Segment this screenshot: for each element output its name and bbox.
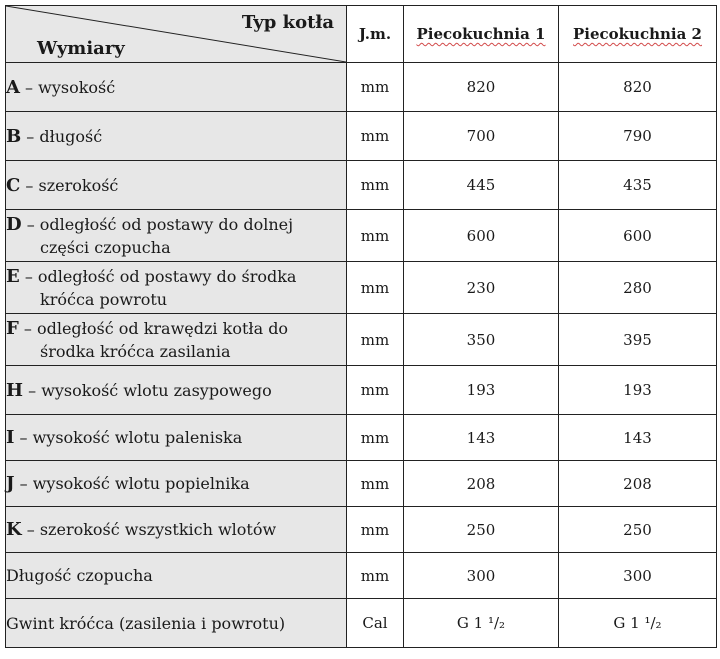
- value-cell-piecokuchnia-2: 820: [559, 63, 717, 112]
- value-cell-piecokuchnia-1: 820: [404, 63, 559, 112]
- value-cell-piecokuchnia-1: 143: [404, 415, 559, 461]
- dimension-separator: –: [21, 126, 40, 146]
- dimension-label-continued: części czopucha: [40, 237, 171, 257]
- table-row: [6, 112, 717, 161]
- table-row: [6, 262, 717, 314]
- dimension-label: odległość od krawędzi kotła do: [36, 318, 289, 338]
- value-cell-piecokuchnia-1: 600: [404, 210, 559, 262]
- boiler-dimensions-table: [5, 5, 717, 648]
- unit-cell: Cal: [347, 599, 404, 648]
- dimension-key: E: [6, 265, 20, 287]
- dimension-label: długość: [39, 126, 103, 146]
- dimension-label: Długość czopucha: [6, 566, 153, 585]
- dimension-label: szerokość wszystkich wlotów: [39, 520, 277, 539]
- table-row: [6, 553, 717, 599]
- dimension-cell: [6, 415, 347, 461]
- dimension-key: H: [6, 379, 24, 401]
- value-cell-piecokuchnia-1: 350: [404, 314, 559, 366]
- dimension-separator: –: [20, 175, 39, 195]
- column-header-label: Piecokuchnia 2: [573, 25, 702, 43]
- value-cell-piecokuchnia-1: 208: [404, 461, 559, 507]
- table-row: [6, 314, 717, 366]
- dimension-label: wysokość: [38, 77, 116, 97]
- corner-header-cell: [6, 6, 347, 63]
- dimension-cell: [6, 461, 347, 507]
- value-cell-piecokuchnia-1: 300: [404, 553, 559, 599]
- dimensions-label: Wymiary: [37, 38, 125, 59]
- dimension-label: szerokość: [38, 175, 119, 195]
- value-cell-piecokuchnia-2: 280: [559, 262, 717, 314]
- dimension-cell: [6, 507, 347, 553]
- dimension-cell: [6, 314, 347, 366]
- dimension-key: D: [6, 213, 22, 235]
- unit-cell: mm: [347, 366, 404, 415]
- column-header-label: Piecokuchnia 1: [416, 25, 546, 43]
- dimension-separator: –: [18, 318, 37, 338]
- dimension-cell: [6, 112, 347, 161]
- dimension-cell: [6, 553, 347, 599]
- dimension-separator: –: [23, 380, 42, 400]
- table-row: [6, 161, 717, 210]
- dimension-key: F: [6, 317, 19, 339]
- dimension-cell: [6, 599, 347, 648]
- unit-cell: mm: [347, 112, 404, 161]
- value-cell-piecokuchnia-2: G 1 ¹/₂: [559, 599, 717, 648]
- value-cell-piecokuchnia-2: 143: [559, 415, 717, 461]
- table-row: [6, 599, 717, 648]
- value-cell-piecokuchnia-1: 250: [404, 507, 559, 553]
- unit-cell: mm: [347, 461, 404, 507]
- dimension-separator: –: [14, 428, 33, 447]
- value-cell-piecokuchnia-2: 250: [559, 507, 717, 553]
- value-cell-piecokuchnia-2: 790: [559, 112, 717, 161]
- value-cell-piecokuchnia-2: 193: [559, 366, 717, 415]
- value-cell-piecokuchnia-2: 600: [559, 210, 717, 262]
- dimension-separator: –: [14, 474, 33, 493]
- dimension-separator: –: [21, 214, 40, 234]
- dimension-cell: [6, 210, 347, 262]
- table-row: [6, 366, 717, 415]
- unit-cell: mm: [347, 63, 404, 112]
- table-row: [6, 461, 717, 507]
- dimension-key: J: [6, 473, 15, 494]
- dimension-key: I: [6, 427, 15, 448]
- dimension-key: B: [6, 125, 22, 147]
- value-cell-piecokuchnia-1: 445: [404, 161, 559, 210]
- value-cell-piecokuchnia-2: 300: [559, 553, 717, 599]
- unit-header: J.m.: [347, 6, 404, 63]
- column-header-piecokuchnia-1: [404, 6, 559, 63]
- value-cell-piecokuchnia-1: 193: [404, 366, 559, 415]
- value-cell-piecokuchnia-2: 395: [559, 314, 717, 366]
- dimension-label: odległość od postawy do dolnej: [39, 214, 294, 234]
- boiler-type-label: Typ kotła: [241, 12, 334, 33]
- value-cell-piecokuchnia-1: G 1 ¹/₂: [404, 599, 559, 648]
- value-cell-piecokuchnia-2: 208: [559, 461, 717, 507]
- dimension-cell: [6, 262, 347, 314]
- dimension-label-continued: króćca powrotu: [40, 289, 168, 309]
- table-row: [6, 415, 717, 461]
- dimension-key: A: [6, 76, 20, 98]
- unit-cell: mm: [347, 262, 404, 314]
- unit-cell: mm: [347, 161, 404, 210]
- dimension-label: odległość od postawy do środka: [37, 266, 297, 286]
- unit-cell: mm: [347, 210, 404, 262]
- dimension-separator: –: [19, 77, 39, 97]
- dimension-cell: [6, 161, 347, 210]
- dimension-label: wysokość wlotu popielnika: [32, 474, 250, 493]
- table-row: [6, 210, 717, 262]
- value-cell-piecokuchnia-1: 700: [404, 112, 559, 161]
- dimension-key: C: [6, 174, 21, 196]
- value-cell-piecokuchnia-2: 435: [559, 161, 717, 210]
- dimension-cell: [6, 63, 347, 112]
- table-row: [6, 63, 717, 112]
- unit-cell: mm: [347, 553, 404, 599]
- unit-cell: mm: [347, 507, 404, 553]
- dimension-separator: –: [21, 520, 40, 539]
- dimension-separator: –: [19, 266, 38, 286]
- dimension-label-continued: środka króćca zasilania: [40, 341, 231, 361]
- dimension-cell: [6, 366, 347, 415]
- dimension-label: Gwint króćca (zasilenia i powrotu): [6, 613, 286, 633]
- value-cell-piecokuchnia-1: 230: [404, 262, 559, 314]
- dimension-label: wysokość wlotu zasypowego: [41, 380, 272, 400]
- unit-cell: mm: [347, 314, 404, 366]
- column-header-piecokuchnia-2: [559, 6, 717, 63]
- header-row: [6, 6, 717, 63]
- dimension-key: K: [6, 519, 22, 540]
- table-row: [6, 507, 717, 553]
- unit-cell: mm: [347, 415, 404, 461]
- dimension-label: wysokość wlotu paleniska: [32, 428, 243, 447]
